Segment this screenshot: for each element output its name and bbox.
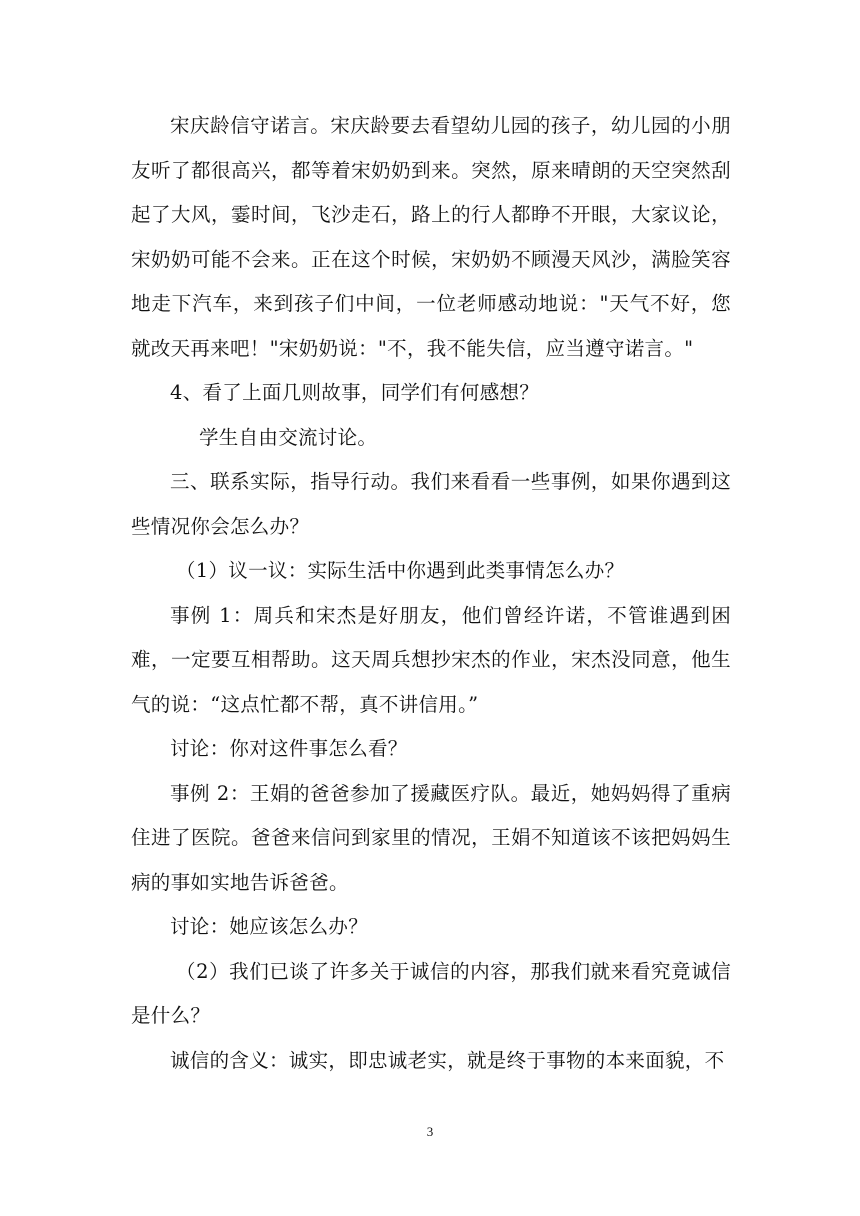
paragraph-honesty-meaning: 诚信的含义：诚实，即忠诚老实，就是终于事物的本来面貌，不 xyxy=(170,1048,725,1072)
paragraph-section-three: 三、联系实际，指导行动。我们来看看一些事例，如果你遇到这些情况你会怎么办？ xyxy=(131,470,731,538)
paragraph-example-1: 事例 1：周兵和宋杰是好朋友，他们曾经许诺，不管谁遇到困难，一定要互相帮助。这天周兵想抄宋杰的作业，宋杰没同意，他生气的说：“这点忙都不帮，真不讲信用。” xyxy=(131,603,731,716)
paragraph-discuss-2: （2）我们已谈了许多关于诚信的内容，那我们就来看究竟诚信是什么？ xyxy=(131,959,731,1027)
paragraph-discuss-1: （1）议一议：实际生活中你遇到此类事情怎么办？ xyxy=(176,559,625,582)
paragraph-example-2: 事例 2：王娟的爸爸参加了援藏医疗队。最近，她妈妈得了重病住进了医院。爸爸来信问到家里的情况，王娟不知道该不该把妈妈生病的事如实地告诉爸爸。 xyxy=(131,781,731,894)
paragraph-question-4: 4、看了上面几则故事，同学们有何感想？ xyxy=(170,381,540,404)
paragraph-discussion-1: 讨论：你对这件事怎么看？ xyxy=(170,737,408,760)
paragraph-discussion-2: 讨论：她应该怎么办？ xyxy=(170,915,369,938)
page-number: 3 xyxy=(426,1124,434,1139)
paragraph-song-qingling-story: 宋庆龄信守诺言。宋庆龄要去看望幼儿园的孩子，幼儿园的小朋友听了都很高兴，都等着宋奶奶到来。突然，原来晴朗的天空突然刮起了大风，霎时间，飞沙走石，路上的行人都睁不开眼，大家议论，宋奶奶可能不会来。正在这个时候，宋奶奶不顾漫天风沙，满脸笑容地走下汽车，来到孩子们中间，一位老师感动地说："天气不好，您就改天再来吧！"宋奶奶说："不，我不能失信，应当遵守诺言。" xyxy=(131,114,731,360)
document-body xyxy=(131,104,731,1083)
paragraph-student-discussion: 学生自由交流讨论。 xyxy=(199,425,378,449)
